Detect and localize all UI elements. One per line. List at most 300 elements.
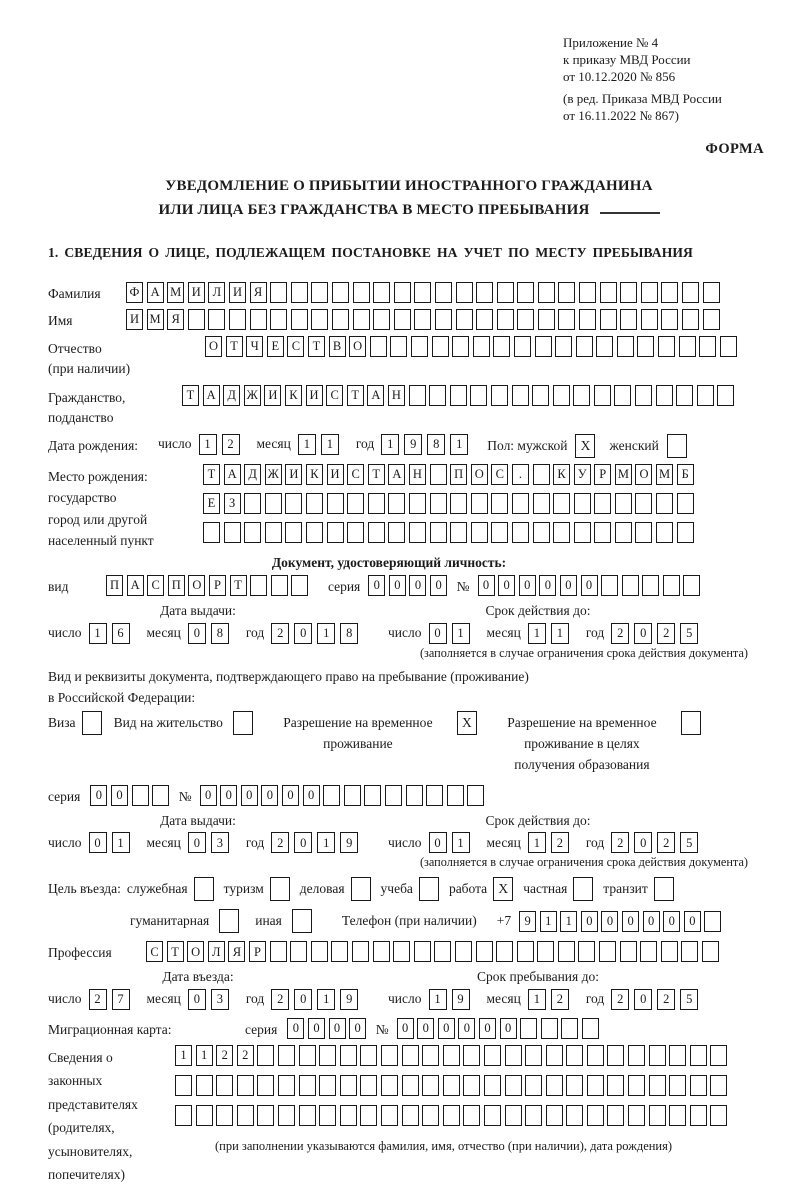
char-box[interactable]: 1 bbox=[175, 1045, 192, 1066]
char-box[interactable] bbox=[628, 1045, 645, 1066]
char-box[interactable] bbox=[669, 1105, 686, 1126]
char-box[interactable]: 2 bbox=[551, 832, 569, 853]
char-box[interactable] bbox=[196, 1075, 213, 1096]
char-box[interactable] bbox=[370, 336, 387, 357]
char-box[interactable] bbox=[188, 309, 205, 330]
char-box[interactable] bbox=[299, 1105, 316, 1126]
char-box[interactable] bbox=[327, 522, 344, 543]
gender-male-checkbox[interactable]: X bbox=[575, 434, 595, 458]
char-box[interactable]: 0 bbox=[498, 575, 515, 596]
char-box[interactable]: 0 bbox=[409, 575, 426, 596]
purpose-humanitarian-checkbox[interactable] bbox=[219, 909, 239, 933]
char-box[interactable]: 0 bbox=[111, 785, 128, 806]
char-box[interactable]: Ф bbox=[126, 282, 143, 303]
char-box[interactable]: 0 bbox=[663, 911, 680, 932]
char-box[interactable]: С bbox=[347, 464, 364, 485]
char-box[interactable]: 9 bbox=[340, 832, 358, 853]
char-box[interactable]: Б bbox=[677, 464, 694, 485]
char-box[interactable] bbox=[607, 1045, 624, 1066]
char-box[interactable]: 1 bbox=[381, 434, 399, 455]
char-box[interactable] bbox=[615, 522, 632, 543]
char-box[interactable]: К bbox=[285, 385, 302, 406]
char-box[interactable] bbox=[525, 1045, 542, 1066]
char-box[interactable] bbox=[394, 282, 411, 303]
char-box[interactable]: 1 bbox=[317, 832, 335, 853]
char-box[interactable]: 2 bbox=[237, 1045, 254, 1066]
char-box[interactable] bbox=[347, 522, 364, 543]
char-box[interactable] bbox=[491, 493, 508, 514]
char-box[interactable] bbox=[224, 522, 241, 543]
char-box[interactable] bbox=[409, 522, 426, 543]
char-box[interactable]: 0 bbox=[539, 575, 556, 596]
char-box[interactable] bbox=[373, 282, 390, 303]
char-box[interactable]: С bbox=[287, 336, 304, 357]
char-box[interactable]: 1 bbox=[452, 832, 470, 853]
char-box[interactable]: 1 bbox=[551, 623, 569, 644]
char-box[interactable]: 0 bbox=[601, 911, 618, 932]
char-box[interactable] bbox=[710, 1045, 727, 1066]
char-box[interactable] bbox=[699, 336, 716, 357]
char-box[interactable] bbox=[406, 785, 423, 806]
char-box[interactable] bbox=[291, 575, 308, 596]
gender-female-checkbox[interactable] bbox=[667, 434, 687, 458]
char-box[interactable] bbox=[385, 785, 402, 806]
char-box[interactable] bbox=[435, 282, 452, 303]
temp-residence-checkbox[interactable]: X bbox=[457, 711, 477, 735]
char-box[interactable]: 0 bbox=[581, 911, 598, 932]
purpose-work-checkbox[interactable]: X bbox=[493, 877, 513, 901]
char-box[interactable] bbox=[175, 1105, 192, 1126]
char-box[interactable]: М bbox=[656, 464, 673, 485]
char-box[interactable] bbox=[411, 336, 428, 357]
char-box[interactable]: 0 bbox=[643, 911, 660, 932]
char-box[interactable]: И bbox=[285, 464, 302, 485]
char-box[interactable] bbox=[250, 575, 267, 596]
char-box[interactable] bbox=[484, 1075, 501, 1096]
char-box[interactable] bbox=[573, 385, 590, 406]
char-box[interactable]: Т bbox=[182, 385, 199, 406]
char-box[interactable]: 3 bbox=[211, 832, 229, 853]
char-box[interactable]: . bbox=[512, 464, 529, 485]
char-box[interactable]: А bbox=[367, 385, 384, 406]
char-box[interactable] bbox=[553, 493, 570, 514]
char-box[interactable]: 2 bbox=[271, 832, 289, 853]
char-box[interactable] bbox=[493, 336, 510, 357]
char-box[interactable] bbox=[710, 1075, 727, 1096]
char-box[interactable] bbox=[537, 941, 554, 962]
char-box[interactable] bbox=[340, 1105, 357, 1126]
char-box[interactable] bbox=[587, 1075, 604, 1096]
char-box[interactable]: 5 bbox=[680, 832, 698, 853]
char-box[interactable] bbox=[467, 785, 484, 806]
char-box[interactable] bbox=[553, 522, 570, 543]
char-box[interactable]: А bbox=[147, 282, 164, 303]
char-box[interactable] bbox=[538, 282, 555, 303]
char-box[interactable] bbox=[546, 1075, 563, 1096]
char-box[interactable]: 0 bbox=[479, 1018, 496, 1039]
char-box[interactable] bbox=[278, 1105, 295, 1126]
char-box[interactable] bbox=[635, 385, 652, 406]
char-box[interactable] bbox=[677, 493, 694, 514]
char-box[interactable]: 1 bbox=[560, 911, 577, 932]
char-box[interactable]: 0 bbox=[684, 911, 701, 932]
char-box[interactable] bbox=[381, 1105, 398, 1126]
char-box[interactable] bbox=[332, 309, 349, 330]
char-box[interactable] bbox=[132, 785, 149, 806]
char-box[interactable] bbox=[432, 336, 449, 357]
char-box[interactable] bbox=[373, 309, 390, 330]
char-box[interactable] bbox=[414, 282, 431, 303]
char-box[interactable] bbox=[620, 309, 637, 330]
char-box[interactable] bbox=[347, 493, 364, 514]
char-box[interactable] bbox=[422, 1105, 439, 1126]
char-box[interactable] bbox=[703, 309, 720, 330]
char-box[interactable] bbox=[579, 282, 596, 303]
char-box[interactable] bbox=[463, 1105, 480, 1126]
char-box[interactable] bbox=[574, 522, 591, 543]
char-box[interactable] bbox=[710, 1105, 727, 1126]
char-box[interactable] bbox=[566, 1045, 583, 1066]
char-box[interactable]: И bbox=[188, 282, 205, 303]
char-box[interactable] bbox=[476, 282, 493, 303]
char-box[interactable]: 0 bbox=[581, 575, 598, 596]
char-box[interactable]: 6 bbox=[112, 623, 130, 644]
char-box[interactable]: 1 bbox=[528, 989, 546, 1010]
char-box[interactable] bbox=[491, 385, 508, 406]
char-box[interactable] bbox=[682, 282, 699, 303]
char-box[interactable]: 0 bbox=[188, 623, 206, 644]
char-box[interactable] bbox=[533, 493, 550, 514]
char-box[interactable] bbox=[476, 309, 493, 330]
char-box[interactable] bbox=[620, 282, 637, 303]
char-box[interactable] bbox=[525, 1075, 542, 1096]
char-box[interactable] bbox=[525, 1105, 542, 1126]
char-box[interactable] bbox=[640, 941, 657, 962]
char-box[interactable] bbox=[599, 941, 616, 962]
char-box[interactable]: Ж bbox=[244, 385, 261, 406]
char-box[interactable]: 0 bbox=[438, 1018, 455, 1039]
char-box[interactable] bbox=[561, 1018, 578, 1039]
char-box[interactable]: П bbox=[106, 575, 123, 596]
char-box[interactable]: М bbox=[147, 309, 164, 330]
char-box[interactable] bbox=[332, 282, 349, 303]
char-box[interactable] bbox=[558, 282, 575, 303]
char-box[interactable] bbox=[582, 1018, 599, 1039]
char-box[interactable] bbox=[340, 1045, 357, 1066]
char-box[interactable] bbox=[601, 575, 618, 596]
char-box[interactable] bbox=[443, 1045, 460, 1066]
char-box[interactable] bbox=[344, 785, 361, 806]
char-box[interactable] bbox=[208, 309, 225, 330]
char-box[interactable]: 0 bbox=[397, 1018, 414, 1039]
char-box[interactable]: 0 bbox=[303, 785, 320, 806]
char-box[interactable] bbox=[471, 493, 488, 514]
char-box[interactable]: И bbox=[229, 282, 246, 303]
char-box[interactable] bbox=[203, 522, 220, 543]
char-box[interactable] bbox=[414, 941, 431, 962]
char-box[interactable] bbox=[291, 282, 308, 303]
char-box[interactable]: О bbox=[188, 575, 205, 596]
purpose-private-checkbox[interactable] bbox=[573, 877, 593, 901]
char-box[interactable] bbox=[216, 1105, 233, 1126]
char-box[interactable]: М bbox=[615, 464, 632, 485]
char-box[interactable] bbox=[566, 1075, 583, 1096]
char-box[interactable] bbox=[658, 336, 675, 357]
char-box[interactable]: 2 bbox=[89, 989, 107, 1010]
char-box[interactable]: 0 bbox=[634, 623, 652, 644]
char-box[interactable]: 1 bbox=[528, 623, 546, 644]
char-box[interactable] bbox=[594, 493, 611, 514]
char-box[interactable]: 0 bbox=[429, 832, 447, 853]
char-box[interactable] bbox=[470, 385, 487, 406]
char-box[interactable]: 1 bbox=[112, 832, 130, 853]
char-box[interactable] bbox=[558, 941, 575, 962]
char-box[interactable] bbox=[270, 282, 287, 303]
char-box[interactable]: У bbox=[574, 464, 591, 485]
char-box[interactable]: О bbox=[187, 941, 204, 962]
char-box[interactable] bbox=[323, 785, 340, 806]
char-box[interactable]: 1 bbox=[317, 623, 335, 644]
char-box[interactable]: И bbox=[306, 385, 323, 406]
char-box[interactable] bbox=[430, 522, 447, 543]
char-box[interactable]: Н bbox=[388, 385, 405, 406]
char-box[interactable] bbox=[352, 941, 369, 962]
char-box[interactable] bbox=[430, 493, 447, 514]
char-box[interactable]: 1 bbox=[450, 434, 468, 455]
char-box[interactable] bbox=[327, 493, 344, 514]
char-box[interactable] bbox=[622, 575, 639, 596]
char-box[interactable] bbox=[679, 336, 696, 357]
char-box[interactable] bbox=[676, 385, 693, 406]
char-box[interactable] bbox=[587, 1105, 604, 1126]
char-box[interactable] bbox=[426, 785, 443, 806]
char-box[interactable]: 8 bbox=[211, 623, 229, 644]
char-box[interactable]: Т bbox=[203, 464, 220, 485]
purpose-transit-checkbox[interactable] bbox=[654, 877, 674, 901]
char-box[interactable]: 1 bbox=[89, 623, 107, 644]
char-box[interactable] bbox=[704, 911, 721, 932]
char-box[interactable] bbox=[456, 282, 473, 303]
char-box[interactable] bbox=[422, 1045, 439, 1066]
char-box[interactable]: С bbox=[146, 941, 163, 962]
char-box[interactable] bbox=[661, 309, 678, 330]
char-box[interactable]: 8 bbox=[427, 434, 445, 455]
char-box[interactable]: С bbox=[491, 464, 508, 485]
char-box[interactable]: И bbox=[327, 464, 344, 485]
char-box[interactable] bbox=[496, 941, 513, 962]
char-box[interactable] bbox=[558, 309, 575, 330]
char-box[interactable]: 1 bbox=[540, 911, 557, 932]
char-box[interactable]: 3 bbox=[211, 989, 229, 1010]
char-box[interactable] bbox=[257, 1075, 274, 1096]
char-box[interactable] bbox=[628, 1105, 645, 1126]
char-box[interactable] bbox=[512, 493, 529, 514]
char-box[interactable] bbox=[463, 1075, 480, 1096]
char-box[interactable]: 2 bbox=[271, 989, 289, 1010]
char-box[interactable]: З bbox=[224, 493, 241, 514]
char-box[interactable]: 0 bbox=[389, 575, 406, 596]
char-box[interactable] bbox=[596, 336, 613, 357]
char-box[interactable] bbox=[594, 385, 611, 406]
char-box[interactable]: 7 bbox=[112, 989, 130, 1010]
char-box[interactable] bbox=[278, 1045, 295, 1066]
char-box[interactable]: К bbox=[306, 464, 323, 485]
char-box[interactable] bbox=[473, 336, 490, 357]
char-box[interactable] bbox=[299, 1045, 316, 1066]
char-box[interactable] bbox=[635, 493, 652, 514]
char-box[interactable] bbox=[661, 282, 678, 303]
char-box[interactable]: Т bbox=[368, 464, 385, 485]
char-box[interactable]: 0 bbox=[261, 785, 278, 806]
char-box[interactable] bbox=[456, 309, 473, 330]
char-box[interactable]: 2 bbox=[271, 623, 289, 644]
char-box[interactable]: 2 bbox=[222, 434, 240, 455]
char-box[interactable] bbox=[578, 941, 595, 962]
char-box[interactable]: 0 bbox=[634, 989, 652, 1010]
char-box[interactable] bbox=[435, 309, 452, 330]
char-box[interactable] bbox=[353, 309, 370, 330]
char-box[interactable] bbox=[434, 941, 451, 962]
char-box[interactable] bbox=[641, 282, 658, 303]
char-box[interactable] bbox=[257, 1045, 274, 1066]
char-box[interactable] bbox=[690, 1105, 707, 1126]
char-box[interactable]: 0 bbox=[519, 575, 536, 596]
char-box[interactable]: 2 bbox=[611, 832, 629, 853]
char-box[interactable] bbox=[393, 941, 410, 962]
char-box[interactable] bbox=[388, 493, 405, 514]
char-box[interactable] bbox=[340, 1075, 357, 1096]
char-box[interactable] bbox=[532, 385, 549, 406]
char-box[interactable] bbox=[628, 1075, 645, 1096]
char-box[interactable] bbox=[257, 1105, 274, 1126]
char-box[interactable]: 9 bbox=[340, 989, 358, 1010]
char-box[interactable] bbox=[402, 1045, 419, 1066]
char-box[interactable]: 0 bbox=[188, 832, 206, 853]
char-box[interactable] bbox=[471, 522, 488, 543]
char-box[interactable]: О bbox=[349, 336, 366, 357]
residence-permit-checkbox[interactable] bbox=[233, 711, 253, 735]
char-box[interactable]: Я bbox=[228, 941, 245, 962]
char-box[interactable] bbox=[152, 785, 169, 806]
char-box[interactable]: 0 bbox=[429, 623, 447, 644]
char-box[interactable] bbox=[594, 522, 611, 543]
char-box[interactable] bbox=[409, 493, 426, 514]
char-box[interactable]: П bbox=[450, 464, 467, 485]
char-box[interactable] bbox=[669, 1045, 686, 1066]
char-box[interactable] bbox=[517, 941, 534, 962]
char-box[interactable] bbox=[669, 1075, 686, 1096]
char-box[interactable] bbox=[538, 309, 555, 330]
char-box[interactable]: 2 bbox=[216, 1045, 233, 1066]
char-box[interactable] bbox=[265, 493, 282, 514]
char-box[interactable] bbox=[535, 336, 552, 357]
char-box[interactable]: 0 bbox=[89, 832, 107, 853]
char-box[interactable]: Р bbox=[594, 464, 611, 485]
char-box[interactable] bbox=[614, 385, 631, 406]
char-box[interactable] bbox=[649, 1045, 666, 1066]
char-box[interactable] bbox=[381, 1045, 398, 1066]
char-box[interactable]: 5 bbox=[680, 989, 698, 1010]
char-box[interactable] bbox=[311, 282, 328, 303]
char-box[interactable] bbox=[663, 575, 680, 596]
char-box[interactable]: М bbox=[167, 282, 184, 303]
char-box[interactable]: 0 bbox=[200, 785, 217, 806]
char-box[interactable] bbox=[368, 493, 385, 514]
char-box[interactable]: Л bbox=[208, 941, 225, 962]
purpose-study-checkbox[interactable] bbox=[419, 877, 439, 901]
char-box[interactable]: Т bbox=[347, 385, 364, 406]
char-box[interactable] bbox=[368, 522, 385, 543]
char-box[interactable]: Т bbox=[230, 575, 247, 596]
char-box[interactable]: 2 bbox=[657, 989, 675, 1010]
char-box[interactable] bbox=[463, 1045, 480, 1066]
char-box[interactable]: 0 bbox=[417, 1018, 434, 1039]
char-box[interactable] bbox=[491, 522, 508, 543]
char-box[interactable] bbox=[270, 941, 287, 962]
char-box[interactable]: 0 bbox=[188, 989, 206, 1010]
char-box[interactable]: 0 bbox=[430, 575, 447, 596]
char-box[interactable] bbox=[443, 1105, 460, 1126]
char-box[interactable] bbox=[450, 385, 467, 406]
purpose-tourism-checkbox[interactable] bbox=[270, 877, 290, 901]
char-box[interactable] bbox=[394, 309, 411, 330]
char-box[interactable] bbox=[541, 1018, 558, 1039]
char-box[interactable] bbox=[649, 1075, 666, 1096]
char-box[interactable]: 0 bbox=[294, 832, 312, 853]
char-box[interactable]: Р bbox=[249, 941, 266, 962]
char-box[interactable]: О bbox=[635, 464, 652, 485]
char-box[interactable] bbox=[520, 1018, 537, 1039]
char-box[interactable] bbox=[533, 522, 550, 543]
char-box[interactable] bbox=[546, 1045, 563, 1066]
char-box[interactable] bbox=[373, 941, 390, 962]
char-box[interactable] bbox=[566, 1105, 583, 1126]
visa-checkbox[interactable] bbox=[82, 711, 102, 735]
char-box[interactable]: 0 bbox=[560, 575, 577, 596]
char-box[interactable] bbox=[505, 1105, 522, 1126]
char-box[interactable] bbox=[533, 464, 550, 485]
char-box[interactable]: Е bbox=[203, 493, 220, 514]
char-box[interactable]: 0 bbox=[294, 989, 312, 1010]
char-box[interactable] bbox=[311, 309, 328, 330]
char-box[interactable] bbox=[360, 1105, 377, 1126]
char-box[interactable] bbox=[514, 336, 531, 357]
char-box[interactable] bbox=[402, 1105, 419, 1126]
char-box[interactable]: И bbox=[264, 385, 281, 406]
char-box[interactable] bbox=[690, 1075, 707, 1096]
char-box[interactable] bbox=[553, 385, 570, 406]
char-box[interactable] bbox=[505, 1045, 522, 1066]
char-box[interactable] bbox=[229, 309, 246, 330]
char-box[interactable] bbox=[683, 575, 700, 596]
char-box[interactable]: 0 bbox=[500, 1018, 517, 1039]
char-box[interactable]: 1 bbox=[452, 623, 470, 644]
char-box[interactable] bbox=[656, 385, 673, 406]
char-box[interactable]: 1 bbox=[317, 989, 335, 1010]
char-box[interactable] bbox=[447, 785, 464, 806]
char-box[interactable] bbox=[331, 941, 348, 962]
char-box[interactable]: 1 bbox=[429, 989, 447, 1010]
char-box[interactable]: А bbox=[224, 464, 241, 485]
char-box[interactable] bbox=[690, 1045, 707, 1066]
char-box[interactable] bbox=[265, 522, 282, 543]
char-box[interactable] bbox=[517, 309, 534, 330]
char-box[interactable] bbox=[607, 1105, 624, 1126]
char-box[interactable]: И bbox=[126, 309, 143, 330]
char-box[interactable] bbox=[299, 1075, 316, 1096]
char-box[interactable] bbox=[703, 282, 720, 303]
char-box[interactable] bbox=[452, 336, 469, 357]
